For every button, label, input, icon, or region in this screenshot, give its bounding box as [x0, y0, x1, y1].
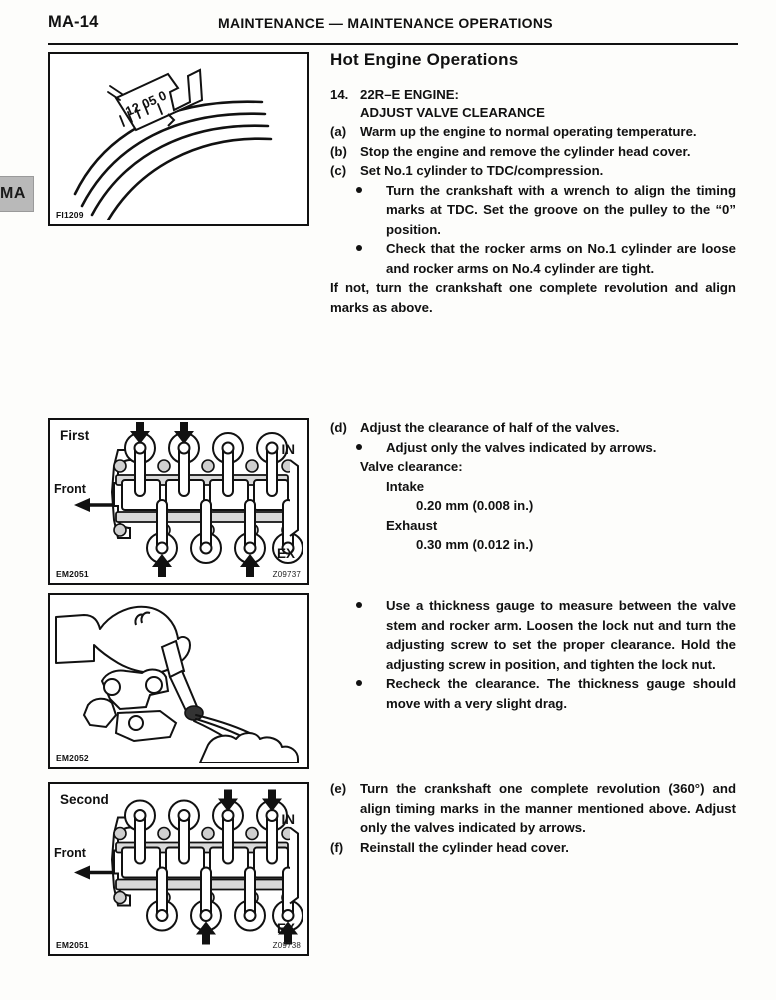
figure-id: EM2052 — [56, 753, 89, 763]
step-c-note: If not, turn the crankshaft one complete revolution and align marks as above. — [330, 280, 736, 315]
figure-caption: First — [60, 428, 90, 443]
intake-label: Intake — [386, 478, 425, 494]
figure-id: EM2051 — [56, 940, 89, 950]
step-d-bullet-text: Adjust only the valves indicated by arrows. — [386, 439, 657, 455]
exhaust-label: EX — [276, 546, 295, 561]
step-a — [330, 122, 736, 142]
exhaust-label: EX — [276, 921, 295, 936]
procedure-title-line2: ADJUST VALVE CLEARANCE — [360, 105, 545, 120]
step-e — [330, 779, 736, 838]
gauge-illustration — [50, 595, 303, 763]
step-d-block — [330, 418, 736, 555]
timing-mark-illustration — [50, 54, 303, 220]
bullet-dot-icon — [356, 187, 362, 193]
rocker-diagram-second — [50, 784, 303, 950]
exhaust-clearance-value: 0.30 mm (0.012 in.) — [416, 537, 534, 552]
step-d-text: Adjust the clearance of half of the valves. — [360, 420, 620, 435]
step-c-bullet-1-text: Turn the crankshaft with a wrench to align the timing marks at TDC. Set the groove on the pulley to the “0” position. — [386, 182, 736, 237]
intake-label: IN — [281, 442, 295, 457]
figure-rocker-first — [48, 418, 309, 585]
figure-id: EM2051 — [56, 569, 89, 579]
step-d-bullet — [330, 438, 736, 458]
front-arrow — [74, 866, 112, 880]
step-b-text: Stop the engine and remove the cylinder head cover. — [360, 143, 691, 159]
step-b-label: (b) — [330, 143, 347, 159]
front-label: Front — [54, 482, 86, 496]
front-arrow — [74, 498, 112, 512]
step-a-label: (a) — [330, 124, 347, 139]
procedure-title-row2 — [330, 104, 736, 121]
gauge-bullet-2-text: Recheck the clearance. The thickness gauge should move with a very slight drag. — [386, 676, 736, 711]
page-header — [48, 12, 738, 46]
step-d — [330, 418, 736, 438]
figure-code: Z09738 — [272, 941, 301, 950]
step-ef-block — [330, 779, 736, 857]
exhaust-label: Exhaust — [386, 517, 438, 533]
main-text-column — [330, 50, 736, 317]
header-rule — [48, 43, 738, 45]
procedure-title-line1: 22R–E ENGINE: — [360, 87, 459, 102]
procedure-number-heading — [330, 86, 736, 103]
figure-id: FI1209 — [56, 210, 84, 220]
step-c-label: (c) — [330, 163, 347, 178]
step-f-text: Reinstall the cylinder head cover. — [360, 839, 569, 855]
bullet-dot-icon — [356, 444, 362, 450]
bullet-dot-icon — [356, 245, 362, 251]
step-c-bullet-2 — [330, 239, 736, 278]
step-a-text: Warm up the engine to normal operating temperature. — [360, 124, 697, 139]
gauge-bullet-2 — [330, 674, 736, 713]
step-f — [330, 838, 736, 858]
step-e-text: Turn the crankshaft one complete revolution (360°) and align timing marks in the manner mentioned above. Adjust only the valves indicated by arrows. — [360, 781, 736, 835]
step-c — [330, 161, 736, 181]
section-heading: Hot Engine Operations — [330, 50, 519, 69]
bullet-dot-icon — [356, 680, 362, 686]
gauge-bullet-1 — [330, 596, 736, 674]
step-b — [330, 142, 736, 162]
front-label: Front — [54, 846, 86, 860]
procedure-number: 14. — [330, 87, 349, 102]
figure-code: Z09737 — [272, 570, 301, 579]
page-number: MA-14 — [48, 13, 99, 31]
section-margin-tab: MA — [0, 176, 34, 212]
gauge-instructions-block — [330, 596, 736, 713]
figure-thickness-gauge — [48, 593, 309, 769]
valve-clearance-heading: Valve clearance: — [360, 459, 463, 474]
figure-timing-marks — [48, 52, 309, 226]
intake-clearance-value: 0.20 mm (0.008 in.) — [416, 498, 534, 513]
rocker-diagram-first — [50, 420, 303, 579]
timing-mark-text: 12 05 0 — [122, 87, 169, 119]
step-f-label: (f) — [330, 839, 344, 855]
figure-caption: Second — [60, 792, 109, 807]
header-title: MAINTENANCE — MAINTENANCE OPERATIONS — [218, 15, 553, 31]
gauge-bullet-1-text: Use a thickness gauge to measure between the valve stem and rocker arm. Loosen the lock nut and turn the adjusting screw to set the proper clearance. Hold the adjusting screw in position, and tighten the lock nut. — [386, 598, 736, 672]
step-c-bullet-1 — [330, 181, 736, 240]
intake-label: IN — [281, 812, 295, 827]
step-c-text: Set No.1 cylinder to TDC/compression. — [360, 163, 604, 178]
step-e-label: (e) — [330, 781, 347, 796]
bullet-dot-icon — [356, 602, 362, 608]
figure-rocker-second — [48, 782, 309, 956]
step-d-label: (d) — [330, 420, 347, 435]
step-c-bullet-2-text: Check that the rocker arms on No.1 cylinder are loose and rocker arms on No.4 cylinder are tight. — [386, 241, 736, 276]
